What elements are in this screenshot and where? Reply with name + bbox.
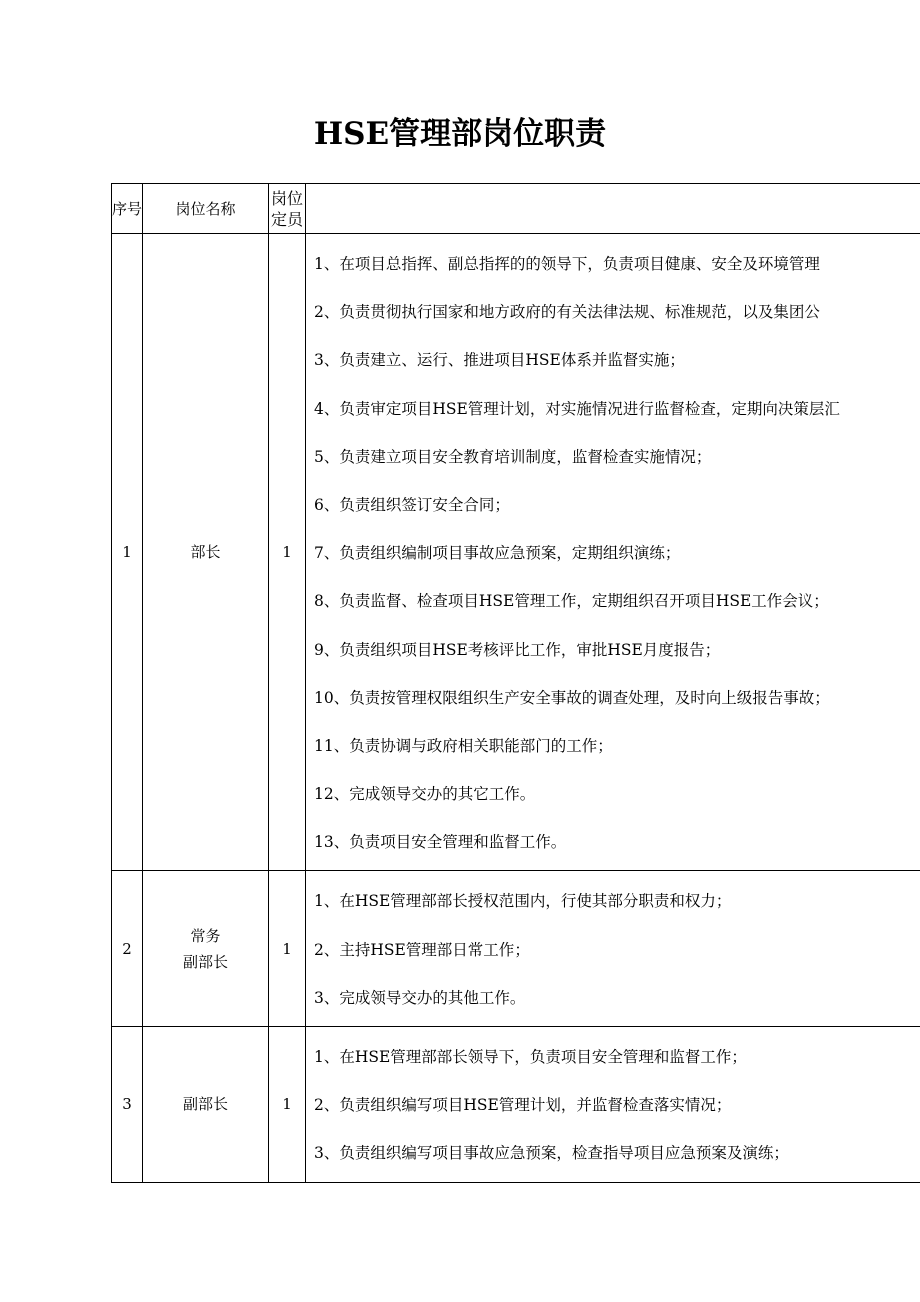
duty-item: 1、在HSE管理部部长领导下，负责项目安全管理和监督工作； — [314, 1048, 747, 1066]
duty-item: 2、负责贯彻执行国家和地方政府的有关法律法规、标准规范，以及集团公 — [314, 303, 820, 322]
duty-item: 3、负责建立、运行、推进项目HSE体系并监督实施； — [314, 351, 685, 370]
page-title: HSE管理部岗位职责 — [313, 116, 607, 152]
row-position-name — [143, 871, 269, 1027]
row-duties — [306, 234, 920, 871]
header-qty-line1: 岗位 — [270, 188, 303, 208]
header-qty — [269, 184, 306, 234]
duty-item: 9、负责组织项目HSE考核评比工作，审批HSE月度报告； — [314, 640, 721, 659]
duty-item: 10、负责按管理权限组织生产安全事故的调查处理，及时向上级报告事故； — [314, 688, 830, 707]
duty-item: 7、负责组织编制项目事故应急预案，定期组织演练； — [314, 544, 681, 563]
duty-item: 1、在HSE管理部部长授权范围内，行使其部分职责和权力； — [314, 892, 732, 911]
duty-item: 3、负责组织编写项目事故应急预案，检查指导项目应急预案及演练； — [314, 1144, 789, 1163]
row-qty: 1 — [269, 1027, 306, 1183]
header-no: 序号 — [112, 184, 143, 234]
row-no: 3 — [112, 1027, 143, 1183]
table-row — [112, 871, 920, 1027]
duty-table — [111, 183, 920, 1183]
table-row — [112, 1027, 920, 1183]
header-duty — [306, 184, 920, 234]
header-name: 岗位名称 — [143, 184, 269, 234]
row-no: 1 — [112, 234, 143, 871]
duty-item: 13、负责项目安全管理和监督工作。 — [314, 833, 567, 852]
row-position-name-line1: 常务 — [190, 926, 221, 945]
row-duties — [306, 871, 920, 1027]
row-position-name: 副部长 — [143, 1027, 269, 1183]
duty-item: 2、主持HSE管理部日常工作； — [314, 940, 530, 959]
duty-item: 2、负责组织编写项目HSE管理计划，并监督检查落实情况； — [314, 1096, 732, 1115]
table-header-row — [112, 184, 920, 234]
duty-item: 11、负责协调与政府相关职能部门的工作； — [314, 736, 613, 755]
duty-item: 4、负责审定项目HSE管理计划，对实施情况进行监督检查，定期向决策层汇 — [314, 399, 840, 418]
table-row — [112, 234, 920, 871]
row-qty: 1 — [269, 234, 306, 871]
duty-item: 8、负责监督、检查项目HSE管理工作，定期组织召开项目HSE工作会议； — [314, 592, 829, 611]
duty-item: 1、在项目总指挥、副总指挥的的领导下，负责项目健康、安全及环境管理 — [314, 255, 820, 273]
duty-item: 12、完成领导交办的其它工作。 — [314, 785, 536, 804]
header-qty-line2: 定员 — [270, 209, 303, 229]
duty-item: 5、负责建立项目安全教育培训制度，监督检查实施情况； — [314, 447, 712, 466]
row-duties — [306, 1027, 920, 1183]
duty-item: 6、负责组织签订安全合同； — [314, 495, 510, 514]
row-position-name: 部长 — [143, 234, 269, 871]
row-qty: 1 — [269, 871, 306, 1027]
duty-item: 3、完成领导交办的其他工作。 — [314, 988, 526, 1007]
row-no: 2 — [112, 871, 143, 1027]
row-position-name-line2: 副部长 — [182, 952, 228, 971]
